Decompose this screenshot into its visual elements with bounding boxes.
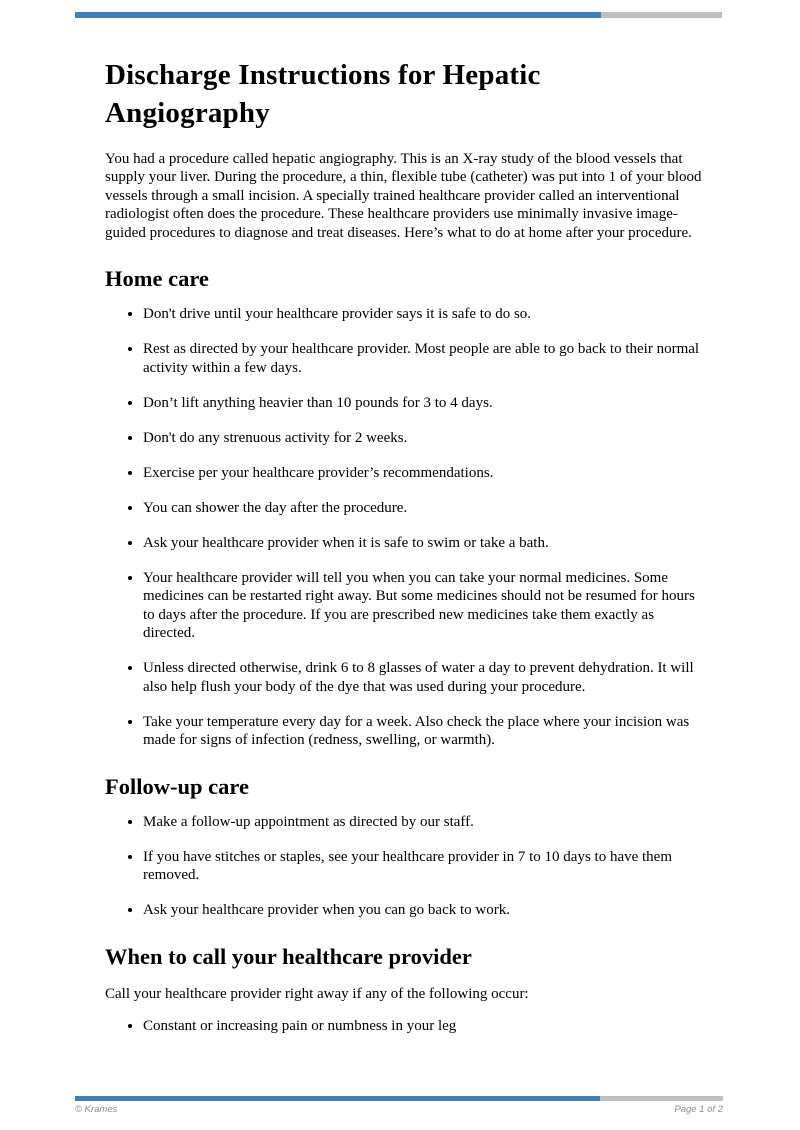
bullet-item: • You can shower the day after the procedure. bbox=[143, 499, 707, 518]
section-heading: When to call your healthcare provider bbox=[105, 943, 472, 969]
section-heading: Home care bbox=[105, 266, 209, 292]
section-heading: Follow-up care bbox=[105, 773, 249, 799]
bullet-item: • Don’t lift anything heavier than 10 pounds for 3 to 4 days. bbox=[143, 394, 707, 413]
bullet-item: • Don't drive until your healthcare provider says it is safe to do so. bbox=[143, 305, 707, 324]
footer-rule-blue-segment bbox=[75, 1096, 600, 1101]
section bbox=[105, 775, 707, 920]
page-number-label: Page 1 of 2 bbox=[674, 1104, 723, 1115]
copyright-label: © Krames bbox=[75, 1104, 118, 1115]
bullet-item: • Take your temperature every day for a week. Also check the place where your incision was made for signs of infection (redness, swelling, or warmth). bbox=[143, 713, 707, 750]
intro-paragraph: You had a procedure called hepatic angiography. This is an X-ray study of the blood vessels that supply your liver. During the procedure, a thin, flexible tube (catheter) was put into 1 of your blood vessels through a small incision. A specially trained healthcare provider called an interventional radiologist often does the procedure. These healthcare providers use minimally invasive image-guided procedures to diagnose and treat diseases. Here’s what to do at home after your procedure. bbox=[105, 151, 702, 241]
bullet-item: • Don't do any strenuous activity for 2 weeks. bbox=[143, 429, 707, 448]
bullet-item: • Rest as directed by your healthcare provider. Most people are able to go back to their normal activity within a few days. bbox=[143, 340, 707, 377]
section-intro-paragraph: Call your healthcare provider right away if any of the following occur: bbox=[105, 985, 529, 1002]
sections-container bbox=[105, 267, 707, 1035]
bullet-item: • Exercise per your healthcare provider’s recommendations. bbox=[143, 464, 707, 483]
footer-rule-gray-segment bbox=[600, 1096, 723, 1101]
bullet-list bbox=[105, 813, 707, 920]
page-footer bbox=[75, 1096, 723, 1115]
bullet-item: • Ask your healthcare provider when it is safe to swim or take a bath. bbox=[143, 534, 707, 553]
section bbox=[105, 945, 707, 1036]
bullet-list bbox=[105, 1017, 707, 1036]
bullet-item: • Unless directed otherwise, drink 6 to 8 glasses of water a day to prevent dehydration. It will also help flush your body of the dye that was used during your procedure. bbox=[143, 659, 707, 696]
bullet-list bbox=[105, 305, 707, 750]
bullet-item: • Make a follow-up appointment as directed by our staff. bbox=[143, 813, 707, 832]
bullet-item: • Ask your healthcare provider when you can go back to work. bbox=[143, 901, 707, 920]
footer-text-row bbox=[75, 1104, 723, 1115]
bullet-item: • Your healthcare provider will tell you when you can take your normal medicines. Some medicines can be restarted right away. But some medicines should not be resumed for hours to days after the procedure. If you are prescribed new medicines take them exactly as directed. bbox=[143, 569, 707, 643]
bullet-item: • Constant or increasing pain or numbness in your leg bbox=[143, 1017, 707, 1036]
bullet-item: • If you have stitches or staples, see your healthcare provider in 7 to 10 days to have them removed. bbox=[143, 848, 707, 885]
document-body bbox=[105, 0, 707, 1052]
footer-rule bbox=[75, 1096, 723, 1101]
page-title: Discharge Instructions for Hepatic Angiography bbox=[105, 59, 541, 129]
section bbox=[105, 267, 707, 750]
